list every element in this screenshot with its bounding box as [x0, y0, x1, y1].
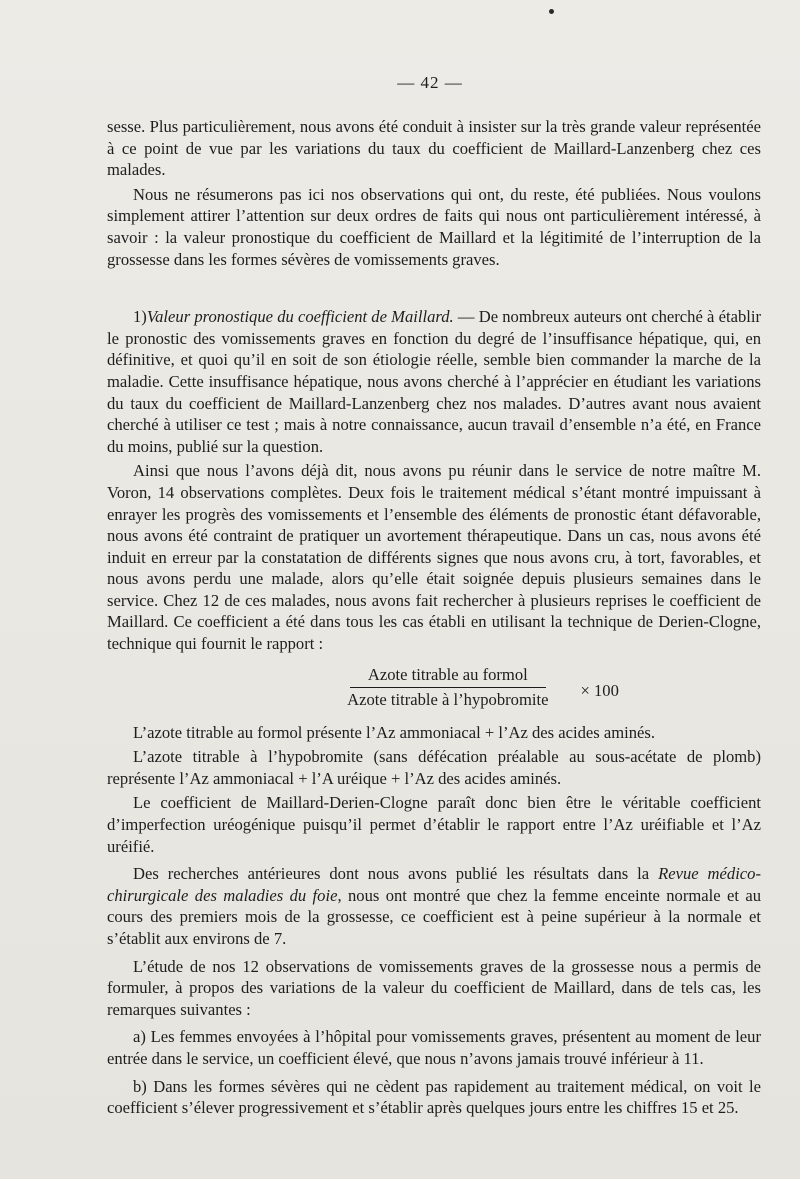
paragraph-9: L’étude de nos 12 observations de vomissements graves de la grossesse nous a permis de formuler, à propos des variations de la valeur du coefficient de Maillard, dans de tels cas, les remarques suivantes :: [107, 956, 761, 1019]
journal-title: Revue médico-chirurgicale des maladies du foie: [107, 864, 761, 905]
formula-denominator: Azote titrable à l’hypobromite: [347, 689, 549, 709]
paragraph-6: L’azote titrable à l’hypobromite (sans défécation préalable au sous-acétate de plomb) représente l’Az ammoniacal + l’A uréique + l’Az des acides aminés.: [107, 747, 761, 788]
paragraph-remark-b: b) Dans les formes sévères qui ne cèdent pas rapidement au traitement médical, on voit le coefficient s’élever progressivement et s’établir après quelques jours entre les chiffres 15 et 25.: [107, 1076, 761, 1118]
ink-speck: [549, 9, 554, 14]
paragraph-8-start: Des recherches antérieures dont nous avons publié les résultats dans la: [133, 864, 659, 884]
section-number: 1): [133, 307, 147, 327]
paragraph-3: [107, 306, 761, 457]
body-text: [107, 116, 761, 1119]
paragraph-7: Le coefficient de Maillard-Derien-Clogne paraît donc bien être le véritable coefficient d’imperfection uréogénique puisqu’il permet d’établir le rapport entre l’Az uréifiable et l’Az uréifié.: [107, 793, 761, 856]
paragraph-8: [107, 863, 761, 949]
page-number: — 42 —: [397, 73, 463, 92]
section-text: — De nombreux auteurs ont cherché à établir le pronostic des vomissements graves en fonction du degré de l’insuffisance hépatique, qui, en définitive, et quoi qu’il en soit de son étiologie réelle, semble bien commander la marche de la maladie. Cette insuffisance hépatique, nous avons cherché à l’apprécier en étudiant les variations du taux du coefficient de Maillard-Lanzenberg chez nos malades. D’autres avant nous avaient cherché à utiliser ce test ; mais à notre connaissance, aucun travail d’ensemble n’a été, en France du moins, publié sur la question.: [107, 307, 761, 456]
formula-fraction: [329, 665, 566, 710]
coefficient-formula: [107, 665, 761, 710]
section-heading: Valeur pronostique du coefficient de Maillard.: [146, 307, 454, 327]
paragraph-remark-a: a) Les femmes envoyées à l’hôpital pour vomissements graves, présentent au moment de leur entrée dans le service, un coefficient élevé, que nous n’avons jamais trouvé inférieur à 11.: [107, 1027, 761, 1068]
formula-numerator: Azote titrable au formol: [350, 665, 546, 688]
paragraph-5: L’azote titrable au formol présente l’Az ammoniacal + l’Az des acides aminés.: [133, 722, 656, 742]
formula-multiplier: × 100: [580, 681, 619, 701]
paragraph-2: Nous ne résumerons pas ici nos observations qui ont, du reste, été publiées. Nous voulons simplement attirer l’attention sur deux ordres de faits qui nous ont particulièrement intéressé, à savoir : la valeur pronostique du coefficient de Maillard et la légitimité de l’interruption de la grossesse dans les formes sévères de vomissements graves.: [107, 184, 761, 269]
paragraph-8-end: , nous ont montré que chez la femme enceinte normale et au cours des premiers mois de la grossesse, ce coefficient est à peine supérieur à la normale et s’établit aux environs de 7.: [107, 885, 761, 948]
paragraph-1: sesse. Plus particulièrement, nous avons été conduit à insister sur la très grande valeur représentée à ce point de vue par les variations du taux du coefficient de Maillard-Lanzenberg chez ces malades.: [107, 117, 761, 180]
paragraph-4: Ainsi que nous l’avons déjà dit, nous avons pu réunir dans le service de notre maître M. Voron, 14 observations complètes. Deux fois le traitement médical s’étant montré impuissant à enrayer les progrès des vomissements et l’ensemble des éléments de pronostic étant défavorable, nous avons été contraint de pratiquer un avortement thérapeutique. Dans un cas, nous avons été induit en erreur par la constatation de différents signes que nous avons cru, à tort, favorables, et nous avons perdu une malade, alors qu’elle était soignée depuis plusieurs semaines dans le service. Chez 12 de ces malades, nous avons fait rechercher à plusieurs reprises le coefficient de Maillard. Ce coefficient a été dans tous les cas établi en utilisant la technique de Derien-Clogne, technique qui fournit le rapport :: [107, 461, 761, 654]
